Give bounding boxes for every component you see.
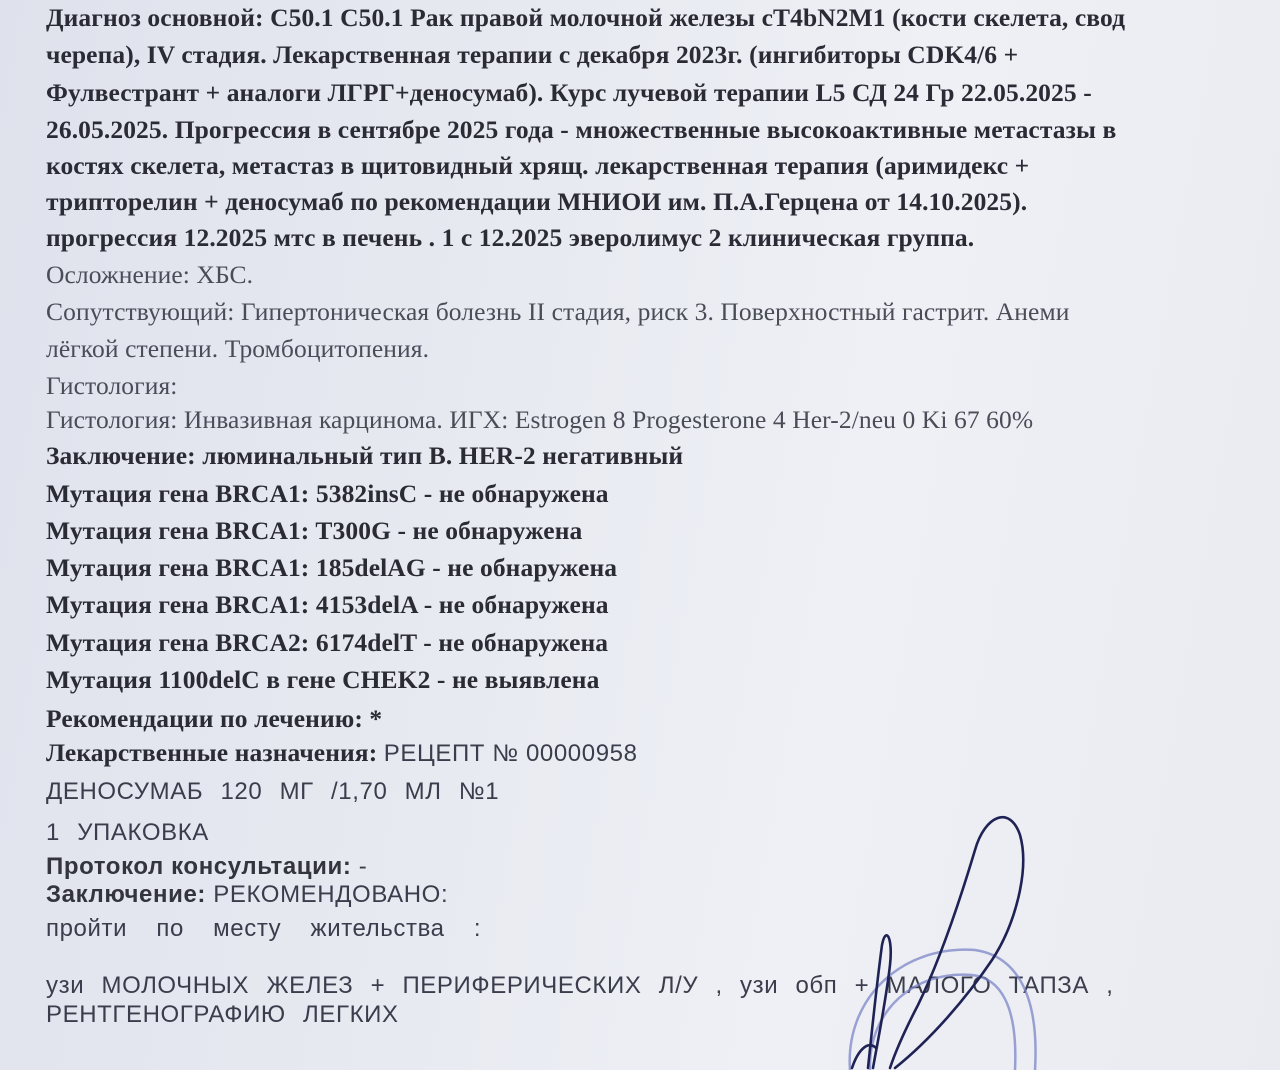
ultrasound-line: узи МОЛОЧНЫХ ЖЕЛЕЗ + ПЕРИФЕРИЧЕСКИХ Л/У , узи обп + МАЛОГО ТАПЗА ,: [46, 972, 1114, 999]
handwritten-signature: [852, 817, 1023, 1068]
mutation-line-3: Мутация гена BRCA1: 185delAG - не обнаружена: [46, 553, 618, 582]
diagnosis-line-7: прогрессия 12.2025 мтс в печень . 1 с 12.2025 эверолимус 2 клиническая группа.: [46, 223, 975, 252]
package-line: 1 УПАКОВКА: [46, 819, 209, 846]
diagnosis-line-4: 26.05.2025. Прогрессия в сентябре 2025 года - множественные высокоактивные метастазы в: [46, 115, 1117, 144]
conclusion-line: Заключение: люминальный тип В. HER-2 негативный: [46, 441, 684, 470]
diagnosis-line-2: черепа), IV стадия. Лекарственная терапии с декабря 2023г. (ингибиторы CDK4/6 +: [46, 40, 1019, 69]
referral-line: пройти по месту жительства :: [46, 915, 482, 942]
treatment-recommendations: Рекомендации по лечению: *: [46, 704, 383, 733]
consultation-protocol-label: Протокол консультации:: [46, 853, 352, 880]
prescription-line: [46, 738, 638, 769]
histology-line: Гистология: Инвазивная карцинома. ИГХ: Estrogen 8 Progesterone 4 Her-2/neu 0 Ki 67 60%: [46, 405, 1034, 434]
consultation-protocol-line: [46, 852, 367, 882]
mutation-line-1: Мутация гена BRCA1: 5382insC - не обнаружена: [46, 479, 609, 508]
xray-line: РЕНТГЕНОГРАФИЮ ЛЕГКИХ: [46, 1001, 399, 1028]
diagnosis-line-3: Фулвестрант + аналоги ЛГРГ+деносумаб). Курс лучевой терапии L5 СД 24 Гр 22.05.2025 -: [46, 78, 1092, 107]
drug-line: ДЕНОСУМАБ 120 МГ /1,70 МЛ №1: [46, 778, 500, 805]
final-conclusion-label: Заключение:: [46, 881, 206, 908]
stamp-seal: [850, 950, 1036, 1070]
mutation-line-4: Мутация гена BRCA1: 4153delA - не обнаружена: [46, 590, 609, 619]
complication-line: Осложнение: ХБС.: [46, 260, 254, 289]
mutation-line-2: Мутация гена BRCA1: T300G - не обнаружена: [46, 516, 583, 545]
diagnosis-line-1: Диагноз основной: С50.1 С50.1 Рак правой молочной железы cT4bN2M1 (кости скелета, свод: [46, 3, 1126, 32]
comorbidity-line-2: лёгкой степени. Тромбоцитопения.: [46, 334, 430, 363]
mutation-line-5: Мутация гена BRCA2: 6174delT - не обнаружена: [46, 628, 609, 657]
mutation-line-6: Мутация 1100delC в гене CHEK2 - не выявлена: [46, 665, 600, 694]
diagnosis-line-6: трипторелин + деносумаб по рекомендации МНИОИ им. П.А.Герцена от 14.10.2025).: [46, 187, 1028, 216]
prescription-number: РЕЦЕПТ № 00000958: [383, 740, 638, 767]
final-conclusion-value: РЕКОМЕНДОВАНО:: [213, 881, 449, 908]
comorbidity-line-1: Сопутствующий: Гипертоническая болезнь II стадия, риск 3. Поверхностный гастрит. Анеми: [46, 297, 1070, 326]
consultation-protocol-value: -: [358, 853, 368, 880]
final-conclusion-line: [46, 880, 448, 910]
prescription-label: Лекарственные назначения:: [46, 738, 378, 767]
histology-heading: Гистология:: [46, 371, 178, 400]
diagnosis-line-5: костях скелета, метастаз в щитовидный хрящ. лекарственная терапия (аримидекс +: [46, 151, 1030, 180]
